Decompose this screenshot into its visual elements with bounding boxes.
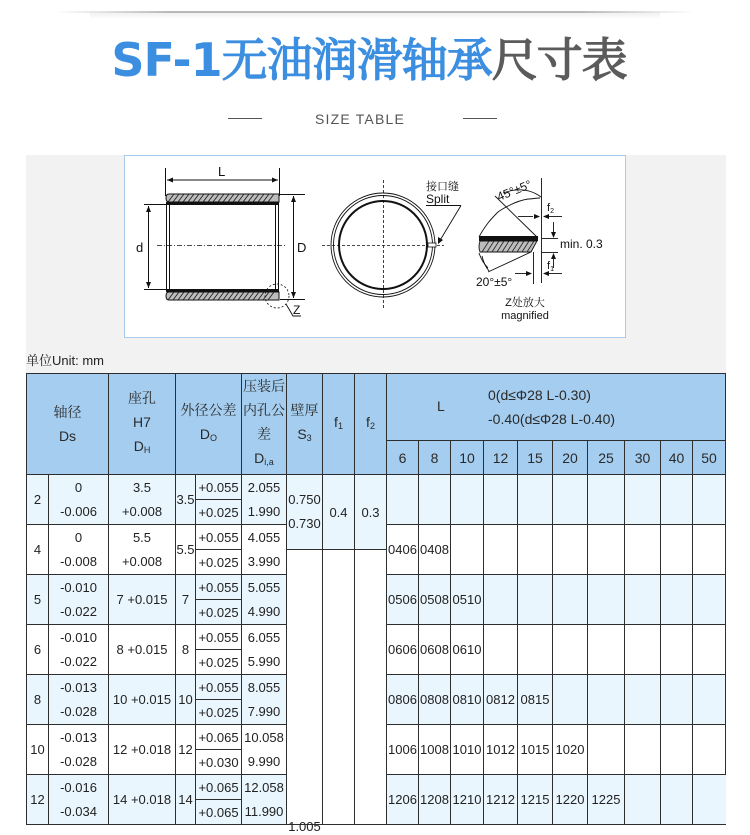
do-tolerance-upper: +0.055 [196, 475, 242, 500]
ds-nominal: 2 [27, 475, 49, 525]
part-code-cell [588, 575, 625, 625]
part-code-cell [693, 725, 726, 775]
header-f1: $f_1$ [323, 374, 355, 475]
part-code-cell [518, 475, 553, 525]
do-tolerance-lower: +0.025 [196, 600, 242, 625]
do-tolerance-lower: +0.025 [196, 650, 242, 675]
part-code-cell [588, 475, 625, 525]
unit-label: 单位Unit: mm [26, 353, 105, 368]
header-do: 外径公差 $D_O$ [176, 374, 242, 475]
part-code-cell [588, 675, 625, 725]
ds-tolerance: -0.010 -0.022 [49, 625, 109, 675]
header-length [387, 374, 726, 441]
dh-value: 7 +0.015 [109, 575, 176, 625]
do-nominal: 3.5 [176, 475, 196, 525]
part-code-cell: 1206 [387, 775, 419, 825]
part-code-cell: 0610 [451, 625, 484, 675]
ds-nominal: 8 [27, 675, 49, 725]
part-code-cell [484, 625, 518, 675]
dia-value: 5.055 4.990 [242, 575, 287, 625]
page-title-blue: SF-1无油润滑轴承 [111, 33, 492, 87]
part-code-cell: 0808 [419, 675, 451, 725]
f2-label: f2 [547, 202, 554, 215]
part-code-cell: 0810 [451, 675, 484, 725]
part-code-cell [387, 475, 419, 525]
header-dia: 压装后 内孔公 差 $D_{i,a}$ [242, 374, 287, 475]
part-code-cell: 1015 [518, 725, 553, 775]
part-code-cell [625, 725, 661, 775]
dia-value: 10.058 9.990 [242, 725, 287, 775]
part-code-cell [484, 575, 518, 625]
do-tolerance-upper: +0.055 [196, 625, 242, 650]
part-code-cell: 1012 [484, 725, 518, 775]
dia-value: 4.055 3.990 [242, 525, 287, 575]
part-code-cell [451, 525, 484, 575]
ds-nominal: 4 [27, 525, 49, 575]
f1-value [323, 550, 355, 825]
f1-value: 0.4 [323, 475, 355, 550]
label-d: d [136, 240, 144, 255]
label-D: D [297, 240, 307, 255]
part-code-cell [553, 675, 588, 725]
length-50: 50 [693, 441, 726, 475]
do-tolerance-lower: +0.030 [196, 750, 242, 775]
split-label-cn: 接口缝 [426, 181, 459, 193]
part-code-cell: 1020 [553, 725, 588, 775]
part-code-cell [588, 525, 625, 575]
f2-value: 0.3 [355, 475, 387, 550]
header-ds: 轴径 Ds [27, 374, 109, 475]
dia-value: 2.055 1.990 [242, 475, 287, 525]
part-code-cell [518, 525, 553, 575]
dia-value: 8.055 7.990 [242, 675, 287, 725]
part-code-cell: 0812 [484, 675, 518, 725]
bushing-section-view [144, 168, 305, 316]
s3-value: 0.750 0.730 [287, 475, 323, 550]
part-code-cell [661, 475, 693, 525]
ds-tolerance: -0.013 -0.028 [49, 725, 109, 775]
size-table [26, 373, 726, 834]
do-tolerance-upper: +0.055 [196, 675, 242, 700]
part-code-cell [693, 675, 726, 725]
part-code-cell: 1208 [419, 775, 451, 825]
length-10: 10 [451, 441, 484, 475]
part-code-cell [661, 725, 693, 775]
bearing-diagram [124, 155, 626, 338]
min-gap-label: min. 0.3 [560, 237, 603, 251]
do-nominal: 8 [176, 625, 196, 675]
length-6: 6 [387, 441, 419, 475]
do-tolerance-upper: +0.055 [196, 575, 242, 600]
part-code-cell: 0806 [387, 675, 419, 725]
part-code-cell [625, 525, 661, 575]
do-nominal: 12 [176, 725, 196, 775]
part-code-cell [484, 525, 518, 575]
length-12: 12 [484, 441, 518, 475]
subtitle: SIZE TABLE [314, 111, 406, 127]
part-code-cell [451, 475, 484, 525]
dia-value: 6.055 5.990 [242, 625, 287, 675]
part-code-cell [625, 475, 661, 525]
ds-nominal: 6 [27, 625, 49, 675]
part-code-cell: 0506 [387, 575, 419, 625]
do-nominal: 5.5 [176, 525, 196, 575]
zoom-label-en: magnified [501, 310, 549, 322]
length-20: 20 [553, 441, 588, 475]
ds-nominal: 5 [27, 575, 49, 625]
part-code-cell [625, 575, 661, 625]
part-code-cell: 1008 [419, 725, 451, 775]
s3-value: 1.005 [287, 550, 323, 825]
part-code-cell: 0510 [451, 575, 484, 625]
do-tolerance-upper: +0.055 [196, 525, 242, 550]
length-25: 25 [588, 441, 625, 475]
do-tolerance-lower: +0.025 [196, 550, 242, 575]
part-code-cell [693, 525, 726, 575]
part-code-cell [661, 525, 693, 575]
part-code-cell [518, 625, 553, 675]
part-code-cell [625, 625, 661, 675]
part-code-cell: 1225 [588, 775, 625, 825]
part-code-cell [661, 775, 693, 825]
part-code-cell [693, 475, 726, 525]
f2-value [355, 550, 387, 825]
do-tolerance-lower: +0.065 [196, 800, 242, 825]
dh-value: 5.5 +0.008 [109, 525, 176, 575]
part-code-cell [693, 575, 726, 625]
part-code-cell: 1220 [553, 775, 588, 825]
part-code-cell [625, 675, 661, 725]
part-code-cell [553, 475, 588, 525]
angle-45-label: 45°±5° [494, 177, 534, 204]
do-tolerance-lower: +0.025 [196, 500, 242, 525]
part-code-cell: 0406 [387, 525, 419, 575]
dh-value: 3.5 +0.008 [109, 475, 176, 525]
part-code-cell: 0815 [518, 675, 553, 725]
part-code-cell [553, 575, 588, 625]
part-code-cell [588, 625, 625, 675]
part-code-cell: 0408 [419, 525, 451, 575]
length-15: 15 [518, 441, 553, 475]
do-nominal: 10 [176, 675, 196, 725]
length-8: 8 [419, 441, 451, 475]
page-title-gray: 尺寸表 [491, 33, 627, 87]
do-nominal: 14 [176, 775, 196, 825]
header-f2: $f_2$ [355, 374, 387, 475]
part-code-cell: 0608 [419, 625, 451, 675]
ds-nominal: 10 [27, 725, 49, 775]
ds-tolerance: 0 -0.008 [49, 525, 109, 575]
split-label-en: Split [426, 192, 450, 206]
part-code-cell: 1010 [451, 725, 484, 775]
part-code-cell [661, 675, 693, 725]
header-s3: 壁厚 $S_3$ [287, 374, 323, 475]
angle-20-label: 20°±5° [476, 275, 513, 289]
dia-value: 12.058 11.990 [242, 775, 287, 825]
table-row [27, 475, 726, 500]
do-tolerance-upper: +0.065 [196, 725, 242, 750]
ds-nominal: 12 [27, 775, 49, 825]
dh-value: 8 +0.015 [109, 625, 176, 675]
page-title [0, 31, 744, 89]
ds-tolerance: 0 -0.006 [49, 475, 109, 525]
subtitle-right-line [463, 118, 497, 119]
do-nominal: 7 [176, 575, 196, 625]
f1-label: f1 [547, 260, 554, 273]
part-code-cell: 1212 [484, 775, 518, 825]
dh-value: 12 +0.018 [109, 725, 176, 775]
length-40: 40 [661, 441, 693, 475]
label-L: L [218, 164, 226, 179]
top-divider-shadow [90, 13, 660, 19]
zoom-label-cn: Z处放大 [505, 297, 545, 309]
part-code-cell [693, 775, 726, 825]
part-code-cell: 1210 [451, 775, 484, 825]
part-code-cell [625, 775, 661, 825]
label-z: Z [293, 303, 301, 317]
part-code-cell [419, 475, 451, 525]
part-code-cell [518, 575, 553, 625]
header-length-label: L [437, 398, 445, 414]
dh-value: 10 +0.015 [109, 675, 176, 725]
part-code-cell [553, 625, 588, 675]
part-code-cell: 0508 [419, 575, 451, 625]
length-30: 30 [625, 441, 661, 475]
part-code-cell [588, 725, 625, 775]
dh-value: 14 +0.018 [109, 775, 176, 825]
subtitle-left-line [228, 118, 262, 119]
part-code-cell: 1006 [387, 725, 419, 775]
part-code-cell [661, 625, 693, 675]
part-code-cell: 0606 [387, 625, 419, 675]
header-length-tolerance: 0(d≤Φ28 L-0.30) -0.40(d≤Φ28 L-0.40) [488, 387, 616, 427]
ds-tolerance: -0.016 -0.034 [49, 775, 109, 825]
header-dh: 座孔 H7 $D_H$ [109, 374, 176, 475]
ds-tolerance: -0.010 -0.022 [49, 575, 109, 625]
part-code-cell [661, 575, 693, 625]
subtitle-row [0, 109, 750, 129]
part-code-cell [693, 625, 726, 675]
do-tolerance-upper: +0.065 [196, 775, 242, 800]
part-code-cell: 1215 [518, 775, 553, 825]
ds-tolerance: -0.013 -0.028 [49, 675, 109, 725]
part-code-cell [553, 525, 588, 575]
do-tolerance-lower: +0.025 [196, 700, 242, 725]
part-code-cell [484, 475, 518, 525]
